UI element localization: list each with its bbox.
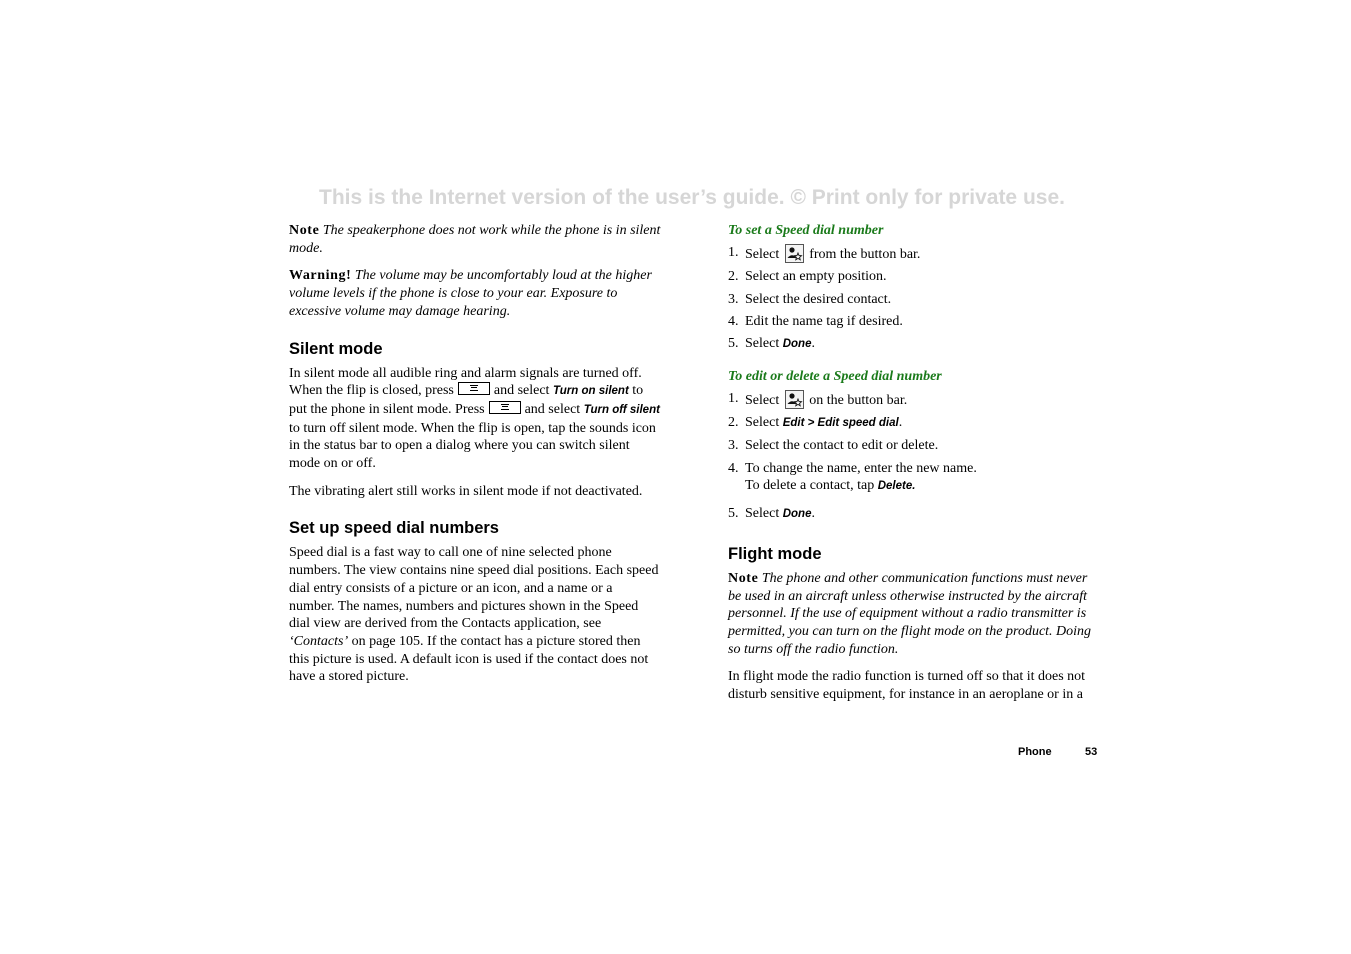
step-text: Select (745, 415, 780, 431)
list-item (728, 460, 1100, 496)
menu-key-icon (489, 401, 521, 414)
step-text: . (811, 506, 815, 522)
set-speed-dial-heading: To set a Speed dial number (728, 223, 884, 238)
note-text: The speakerphone does not work while the phone is in silent mode. (289, 223, 661, 256)
contacts-reference: ‘Contacts’ (289, 633, 349, 649)
footer-section-title: Phone (1018, 746, 1052, 758)
step-text: To change the name, enter the new name. (745, 460, 977, 476)
speed-dial-heading: Set up speed dial numbers (289, 519, 499, 538)
done-label: Done (782, 338, 812, 351)
silent-text-d: and select (524, 401, 581, 417)
step-text: on the button bar. (809, 392, 908, 408)
silent-text-e: to turn off silent mode. When the flip is open, tap the sounds icon in the status bar to open a dialog where you can switch silent mode on or off. (289, 420, 656, 472)
step-text: Select an empty position. (745, 269, 887, 285)
silent-text-a: In silent mode all audible ring and alarm signals are turned off. When the flip is closed, press (289, 365, 642, 399)
warning-paragraph (289, 267, 661, 320)
speed-dial-icon (785, 390, 804, 409)
delete-label: Delete. (877, 480, 916, 493)
set-speed-dial-steps (728, 244, 1100, 354)
step-number: 3. (728, 438, 739, 454)
silent-text-c: to put the phone in silent mode. Press (289, 383, 644, 417)
step-text: Select the desired contact. (745, 291, 892, 307)
edit-speed-dial-label: Edit > Edit speed dial (782, 417, 899, 430)
warning-label: Warning! (289, 268, 352, 284)
menu-key-icon (458, 382, 490, 395)
step-number: 1. (728, 390, 739, 406)
step-number: 2. (728, 415, 739, 431)
step-text: Select the contact to edit or delete. (745, 438, 939, 454)
flight-note-paragraph (728, 570, 1100, 659)
step-number: 3. (728, 291, 739, 307)
step-number: 1. (728, 245, 739, 260)
turn-on-silent-label: Turn on silent (552, 385, 629, 398)
silent-mode-paragraph (289, 365, 661, 473)
list-item (728, 390, 1100, 410)
vibrating-alert-paragraph: The vibrating alert still works in silent mode if not deactivated. (289, 483, 643, 499)
flight-mode-paragraph: In flight mode the radio function is turned off so that it does not disturb sensitive equipment, for instance in an aeroplane or in a (728, 669, 1086, 703)
watermark: This is the Internet version of the user’s guide. © Print only for private use. (319, 186, 1065, 209)
step-text: Select (745, 336, 780, 352)
list-item (728, 244, 1100, 264)
note-label: Note (289, 223, 320, 238)
flight-note-text: The phone and other communication functions must never be used in an aircraft unless otherwise instructed by the aircraft personnel. If the use of equipment without a radio transmitter is permitted, you can turn on the flight mode on the product. Doing so turns off the radio function. (728, 570, 1092, 657)
step-number: 5. (728, 506, 739, 522)
speed-dial-text-b: on page 105. If the contact has a picture stored then this picture is used. A default icon is used if the contact does not have a stored picture. (289, 633, 649, 685)
step-text: . (898, 415, 903, 431)
page-number: 53 (1085, 746, 1098, 758)
list-item (728, 437, 1100, 455)
step-text: Edit the name tag if desired. (745, 313, 903, 329)
step-text: from the button bar. (809, 247, 921, 262)
list-item (728, 335, 1100, 354)
step-text: To delete a contact, tap (745, 478, 875, 494)
edit-speed-dial-steps (728, 390, 1100, 524)
silent-mode-heading: Silent mode (289, 339, 383, 358)
list-item (728, 313, 1100, 331)
step-text: Select (745, 247, 780, 262)
list-item (728, 268, 1100, 286)
left-column (289, 222, 661, 696)
edit-speed-dial-heading: To edit or delete a Speed dial number (728, 368, 942, 384)
flight-mode-heading: Flight mode (728, 544, 822, 563)
turn-off-silent-label: Turn off silent (583, 403, 660, 416)
speed-dial-icon (785, 244, 804, 263)
right-column (728, 222, 1100, 714)
list-item (728, 414, 1100, 433)
warning-text: The volume may be uncomfortably loud at the higher volume levels if the phone is close to your ear. Exposure to excessive volume may damage hearing. (289, 268, 652, 319)
step-text: Select (745, 392, 780, 408)
step-number: 4. (728, 460, 739, 476)
step-number: 2. (728, 269, 739, 285)
flight-note-label: Note (728, 570, 759, 586)
list-item (728, 291, 1100, 309)
done-label: Done (782, 508, 812, 521)
step-number: 4. (728, 313, 739, 329)
speed-dial-text-a: Speed dial is a fast way to call one of nine selected phone numbers. The view contains nine speed dial positions. Each speed dial entry consists of a picture or an icon, and a name or a number. The names, numbers and pictures shown in the Speed dial view are derived from the Contacts application, see (289, 545, 659, 632)
silent-text-b: and select (493, 383, 550, 399)
step-text: . (811, 336, 815, 352)
step-number: 5. (728, 336, 739, 352)
speed-dial-paragraph (289, 544, 661, 686)
list-item (728, 505, 1100, 524)
note-paragraph (289, 222, 661, 257)
step-text: Select (745, 506, 780, 522)
